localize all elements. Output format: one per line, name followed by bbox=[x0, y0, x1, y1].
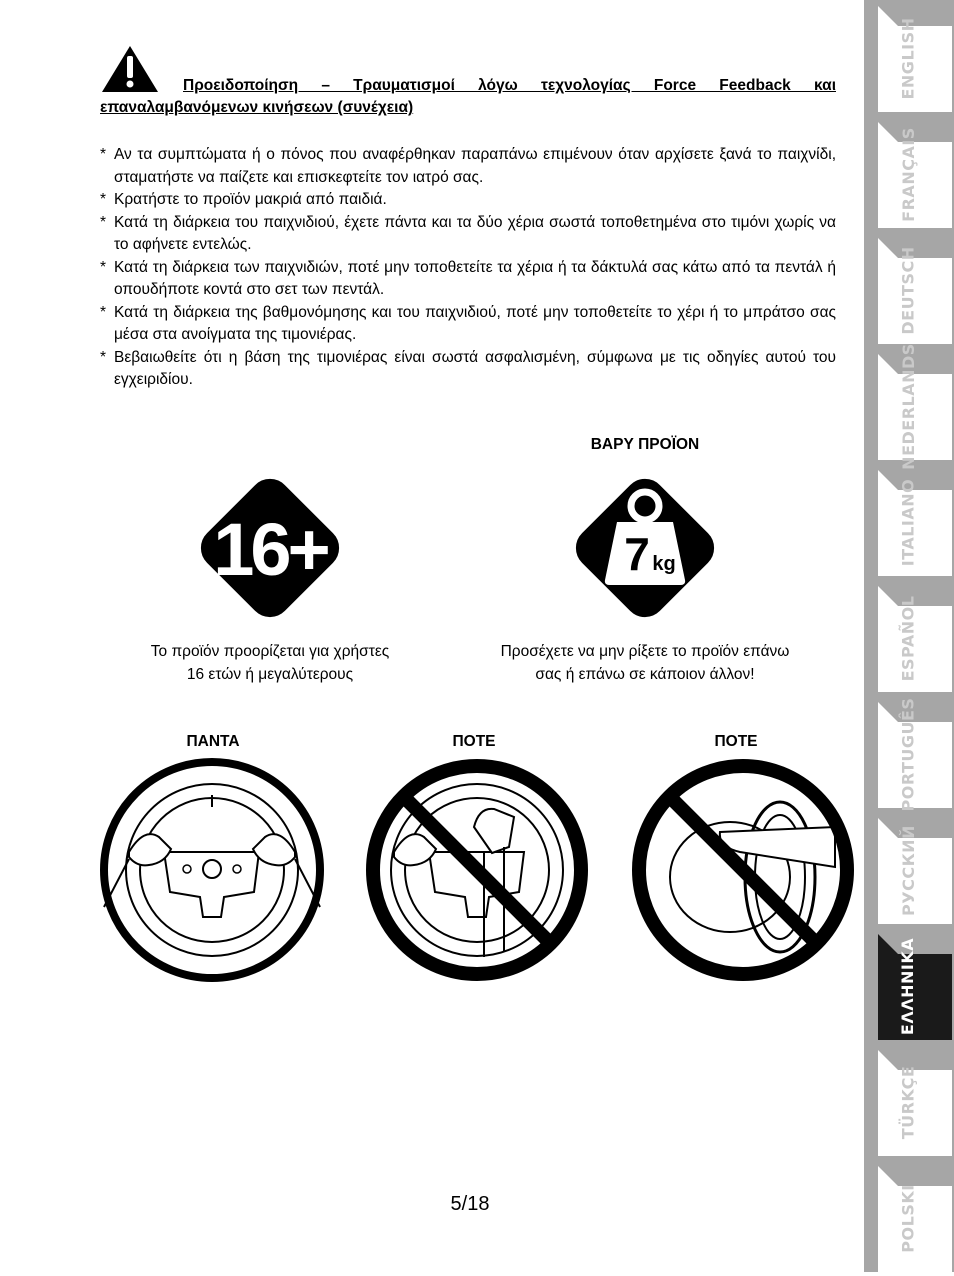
list-item bbox=[100, 302, 836, 347]
weight-caption bbox=[470, 640, 820, 686]
arm-through-wheel-prohibited-icon bbox=[630, 757, 856, 983]
warning-title-line1: Προειδοποίηση – Τραυματισμοί λόγω τεχνολογίας Force Feedback και bbox=[183, 77, 836, 94]
hands-on-wheel-icon bbox=[99, 757, 325, 983]
tab-label: DEUTSCH bbox=[898, 245, 918, 335]
list-item bbox=[100, 212, 836, 257]
tab-italiano[interactable] bbox=[864, 464, 954, 580]
list-item bbox=[100, 144, 836, 189]
never-label-2: ΠΟΤΕ bbox=[714, 733, 758, 750]
bullet-marker: * bbox=[100, 303, 107, 321]
list-item-text: Βεβαιωθείτε ότι η βάση της τιμονιέρας είναι σωστά ασφαλισμένη, σύμφωνα με τις οδηγίες αυτού του εγχειριδίου. bbox=[114, 348, 836, 388]
list-item-text: Αν τα συμπτώματα ή ο πόνος που αναφέρθηκαν παραπάνω επιμένουν όταν αρχίσετε ξανά το παιχνίδι, σταματήστε να παίζετε και επισκεφτείτε τον ιατρό σας. bbox=[114, 146, 836, 186]
list-item-text: Κρατήστε το προϊόν μακριά από παιδιά. bbox=[114, 191, 387, 208]
tab-turkce[interactable] bbox=[864, 1044, 954, 1160]
tab-deutsch[interactable] bbox=[864, 232, 954, 348]
bullet-marker: * bbox=[100, 348, 107, 366]
tab-portugues[interactable] bbox=[864, 696, 954, 812]
tab-label: POLSKI bbox=[898, 1183, 918, 1253]
bullet-marker: * bbox=[100, 213, 107, 231]
list-item bbox=[100, 347, 836, 392]
tab-label: ENGLISH bbox=[898, 16, 918, 100]
tab-russian[interactable] bbox=[864, 812, 954, 928]
bullet-marker: * bbox=[100, 146, 107, 163]
tab-label: ΕΛΛΗΝΙΚΑ bbox=[898, 937, 918, 1035]
tab-label: FRANÇAIS bbox=[898, 126, 918, 222]
weight-caption-line1: Προσέχετε να μην ρίξετε το προϊόν επάνω bbox=[500, 643, 790, 660]
age-16-plus-icon bbox=[192, 470, 348, 626]
weight-number: 7 bbox=[624, 528, 650, 580]
hand-in-wheel-prohibited-icon bbox=[364, 757, 590, 983]
age-caption-line1: Το προϊόν προορίζεται για χρήστες bbox=[150, 643, 390, 660]
list-item bbox=[100, 257, 836, 302]
weight-7kg-icon bbox=[567, 470, 723, 626]
weight-unit: kg bbox=[652, 553, 676, 575]
warning-triangle-icon bbox=[100, 44, 160, 94]
tab-english[interactable] bbox=[864, 0, 954, 116]
tab-espanol[interactable] bbox=[864, 580, 954, 696]
bullet-marker: * bbox=[100, 258, 107, 276]
warning-title-line2: επαναλαμβανόμενων κινήσεων (συνέχεια) bbox=[100, 99, 414, 116]
list-item-text: Κατά τη διάρκεια των παιχνιδιών, ποτέ μην τοποθετείτε τα χέρια ή τα δάκτυλά σας κάτω από τα πεντάλ ή οπουδήποτε κοντά στο σετ των πεντάλ. bbox=[114, 258, 836, 298]
always-label: ΠΑΝΤΑ bbox=[186, 733, 240, 750]
tab-label: NEDERLANDS bbox=[898, 342, 918, 470]
list-item-text: Κατά τη διάρκεια του παιχνιδιού, έχετε πάντα και τα δύο χέρια σωστά τοποθετημένα στο τιμόνι χωρίς να το αφήνετε εντελώς. bbox=[114, 213, 836, 253]
tab-francais[interactable] bbox=[864, 116, 954, 232]
bullet-marker: * bbox=[100, 191, 107, 208]
age-caption-line2: 16 ετών ή μεγαλύτερους bbox=[186, 666, 354, 683]
language-tab-strip bbox=[864, 0, 954, 1272]
tab-polski[interactable] bbox=[864, 1160, 954, 1272]
list-item bbox=[100, 189, 836, 212]
tab-nederlands[interactable] bbox=[864, 342, 954, 470]
tab-label: ITALIANO bbox=[898, 478, 918, 566]
weight-caption-line2: σας ή επάνω σε κάποιον άλλον! bbox=[535, 666, 755, 683]
tab-label: РУССКИЙ bbox=[898, 824, 918, 916]
list-item-text: Κατά τη διάρκεια της βαθμονόμησης και του παιχνιδιού, ποτέ μην τοποθετείτε το χέρι ή το μπράτσο σας μέσα στα ανοίγματα της τιμονιέρας. bbox=[114, 303, 836, 343]
warning-list bbox=[100, 144, 836, 392]
warning-heading bbox=[100, 44, 836, 119]
tab-label: TÜRKÇE bbox=[898, 1065, 918, 1139]
tab-label: PORTUGUÊS bbox=[898, 697, 918, 811]
heavy-product-heading: ΒΑΡΥ ΠΡΟΪΟΝ bbox=[590, 436, 700, 453]
age-caption bbox=[120, 640, 420, 686]
age-badge-text: 16+ bbox=[213, 508, 327, 591]
tab-greek[interactable] bbox=[864, 928, 954, 1044]
page-number: 5/18 bbox=[450, 1193, 490, 1215]
tab-label: ESPAÑOL bbox=[898, 595, 918, 681]
never-label-1: ΠΟΤΕ bbox=[452, 733, 496, 750]
